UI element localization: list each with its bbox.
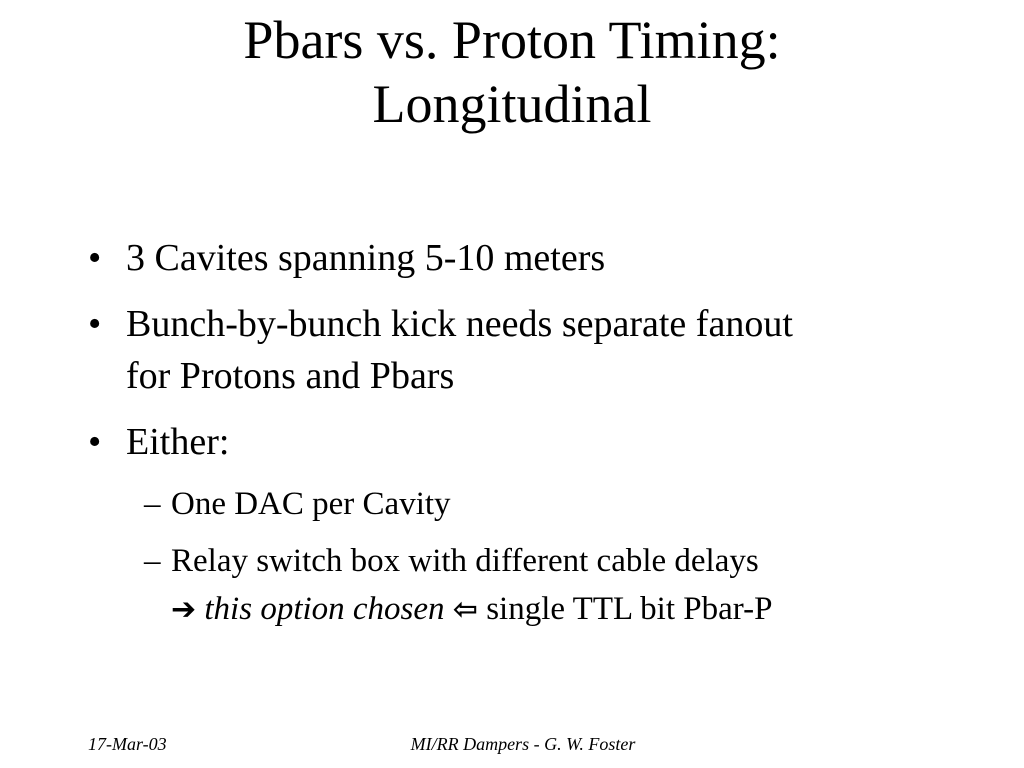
bullet-text: 3 Cavites spanning 5-10 meters bbox=[126, 237, 606, 279]
bullet-text-line-2: for Protons and Pbars bbox=[126, 355, 455, 397]
bullet-marker: • bbox=[88, 303, 102, 345]
slide-title-line-1: Pbars vs. Proton Timing: bbox=[243, 10, 781, 70]
footer-date: 17-Mar-03 bbox=[88, 734, 167, 754]
left-arrow-icon: ⇦ bbox=[452, 592, 478, 627]
bullet-marker: • bbox=[88, 237, 102, 279]
sub-bullet-marker: – bbox=[144, 543, 161, 579]
footer-title: MI/RR Dampers - G. W. Foster bbox=[410, 734, 636, 754]
slide-title-line-2: Longitudinal bbox=[372, 74, 652, 134]
tail-text: single TTL bit Pbar-P bbox=[486, 591, 773, 627]
sub-bullet-marker: – bbox=[144, 486, 161, 522]
bullet-text-line-1: Bunch-by-bunch kick needs separate fanout bbox=[126, 303, 793, 345]
chosen-option-text: this option chosen bbox=[204, 591, 445, 627]
right-arrow-icon: ➔ bbox=[171, 592, 197, 627]
sub-bullet-text: One DAC per Cavity bbox=[171, 486, 451, 522]
bullet-text: Either: bbox=[126, 421, 230, 463]
bullet-marker: • bbox=[88, 421, 102, 463]
sub-bullet-text-line-2 bbox=[171, 586, 931, 633]
sub-bullet-text-line-1: Relay switch box with different cable delays bbox=[171, 543, 759, 579]
